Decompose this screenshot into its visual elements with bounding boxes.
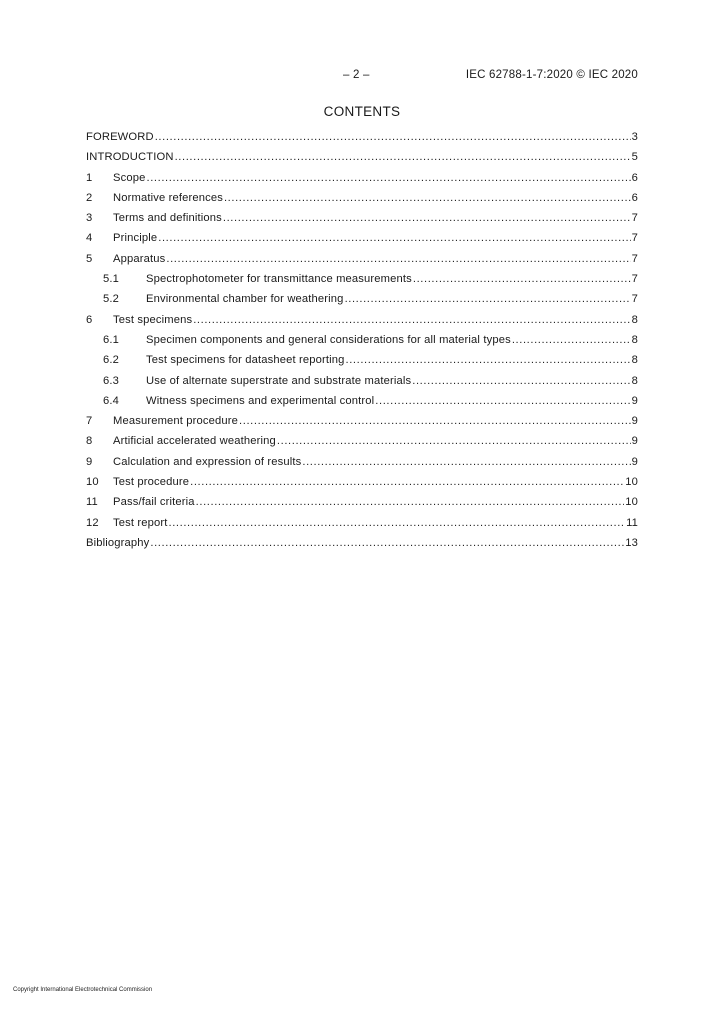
- toc-entry-title: Calculation and expression of results: [113, 455, 302, 468]
- toc-entry-number: 4: [86, 232, 93, 245]
- toc-entry-title: Test report: [113, 516, 168, 529]
- toc-entry[interactable]: [86, 131, 638, 151]
- toc-entry-page: 8: [631, 354, 638, 367]
- toc-entry-page: 13: [625, 536, 638, 549]
- toc-entry-page: 6: [631, 191, 638, 204]
- toc-dot-leader: [345, 354, 630, 366]
- toc-dot-leader: [345, 293, 631, 305]
- toc-entry-title: INTRODUCTION: [86, 151, 174, 164]
- toc-entry-title: Normative references: [113, 191, 223, 204]
- toc-dot-leader: [224, 192, 631, 204]
- toc-entry[interactable]: [86, 415, 638, 435]
- page-number: – 2 –: [343, 69, 370, 81]
- toc-entry-page: 8: [631, 374, 638, 387]
- toc-entry-page: 9: [631, 394, 638, 407]
- toc-entry-title: Environmental chamber for weathering: [146, 293, 344, 306]
- toc-entry-title: Scope: [113, 171, 146, 184]
- toc-entry-page: 9: [631, 435, 638, 448]
- toc-dot-leader: [158, 232, 630, 244]
- toc-dot-leader: [375, 395, 630, 407]
- toc-entry-page: 5: [631, 151, 638, 164]
- toc-entry[interactable]: [86, 375, 638, 395]
- toc-entry-title: Specimen components and general considerations for all material types: [146, 333, 511, 346]
- toc-entry-title: Witness specimens and experimental control: [146, 394, 375, 407]
- toc-entry-page: 8: [631, 313, 638, 326]
- toc-entry-number: 9: [86, 455, 93, 468]
- toc-entry-title: Measurement procedure: [113, 415, 239, 428]
- toc-entry[interactable]: [86, 172, 638, 192]
- toc-entry-page: 9: [631, 455, 638, 468]
- toc-entry-number: 6.1: [103, 333, 120, 346]
- toc-entry[interactable]: [86, 293, 638, 313]
- toc-dot-leader: [155, 131, 631, 143]
- copyright-notice: Copyright International Electrotechnical Commission: [13, 987, 153, 993]
- toc-entry[interactable]: [86, 151, 638, 171]
- toc-dot-leader: [175, 151, 631, 163]
- toc-entry-page: 7: [631, 252, 638, 265]
- toc-entry-page: 3: [631, 131, 638, 143]
- toc-entry[interactable]: [86, 456, 638, 476]
- toc-entry[interactable]: [86, 192, 638, 212]
- toc-entry-title: Test procedure: [113, 476, 190, 489]
- toc-entry-title: Artificial accelerated weathering: [113, 435, 276, 448]
- toc-entry-page: 10: [625, 476, 638, 489]
- toc-entry-title: Principle: [113, 232, 158, 245]
- toc-dot-leader: [169, 517, 626, 529]
- toc-entry-title: Pass/fail criteria: [113, 496, 195, 509]
- toc-entry-number: 6: [86, 313, 93, 326]
- toc-dot-leader: [223, 212, 631, 224]
- toc-entry-number: 6.2: [103, 354, 120, 367]
- toc-entry-number: 5.2: [103, 293, 120, 306]
- toc-entry-title: FOREWORD: [86, 131, 154, 143]
- toc-entry[interactable]: [86, 232, 638, 252]
- toc-entry[interactable]: [86, 253, 638, 273]
- toc-entry-number: 2: [86, 191, 93, 204]
- toc-entry-number: 5.1: [103, 273, 120, 286]
- toc-entry-page: 7: [631, 212, 638, 225]
- toc-entry[interactable]: [86, 314, 638, 334]
- toc-dot-leader: [512, 334, 631, 346]
- toc-entry-page: 7: [631, 293, 638, 306]
- toc-entry-title: Test specimens: [113, 313, 193, 326]
- toc-entry-title: Use of alternate superstrate and substrate materials: [146, 374, 412, 387]
- toc-dot-leader: [166, 253, 630, 265]
- toc-entry-page: 7: [631, 232, 638, 245]
- toc-dot-leader: [146, 172, 630, 184]
- toc-entry-number: 6.4: [103, 394, 120, 407]
- toc-entry[interactable]: [86, 395, 638, 415]
- standard-reference: IEC 62788-1-7:2020 © IEC 2020: [465, 69, 638, 81]
- toc-dot-leader: [413, 273, 631, 285]
- toc-entry-number: 8: [86, 435, 93, 448]
- toc-entry-number: 10: [86, 476, 99, 489]
- toc-entry-number: 3: [86, 212, 93, 225]
- toc-entry-number: 6.3: [103, 374, 120, 387]
- toc-entry-page: 8: [631, 333, 638, 346]
- toc-entry[interactable]: [86, 517, 638, 537]
- toc-entry-title: Bibliography: [86, 536, 150, 549]
- toc-entry[interactable]: [86, 354, 638, 374]
- toc-dot-leader: [193, 314, 630, 326]
- toc-entry-title: Spectrophotometer for transmittance measurements: [146, 273, 412, 286]
- toc-dot-leader: [277, 435, 631, 447]
- toc-entry-title: Terms and definitions: [113, 212, 222, 225]
- toc-entry-page: 11: [626, 516, 638, 529]
- toc-entry[interactable]: [86, 212, 638, 232]
- toc-dot-leader: [190, 476, 624, 488]
- toc-entry-page: 9: [631, 415, 638, 428]
- toc-entry-number: 5: [86, 252, 93, 265]
- toc-entry-title: Test specimens for datasheet reporting: [146, 354, 345, 367]
- toc-dot-leader: [302, 456, 630, 468]
- toc-entry-title: Apparatus: [113, 252, 166, 265]
- toc-entry-page: 10: [625, 496, 638, 509]
- toc-entry[interactable]: [86, 273, 638, 293]
- toc-entry-number: 7: [86, 415, 93, 428]
- toc-entry-page: 7: [631, 273, 638, 286]
- toc-dot-leader: [239, 415, 631, 427]
- table-of-contents: [86, 131, 638, 557]
- toc-entry[interactable]: [86, 537, 638, 557]
- toc-dot-leader: [150, 537, 624, 549]
- toc-entry-page: 6: [631, 171, 638, 184]
- toc-dot-leader: [412, 375, 630, 387]
- toc-entry[interactable]: [86, 476, 638, 496]
- toc-entry-number: 1: [86, 171, 93, 184]
- toc-entry[interactable]: [86, 334, 638, 354]
- page-title: CONTENTS: [323, 104, 401, 119]
- toc-dot-leader: [196, 496, 625, 508]
- toc-entry-number: 12: [86, 516, 99, 529]
- toc-entry-number: 11: [86, 496, 98, 509]
- toc-entry[interactable]: [86, 496, 638, 516]
- toc-entry[interactable]: [86, 435, 638, 455]
